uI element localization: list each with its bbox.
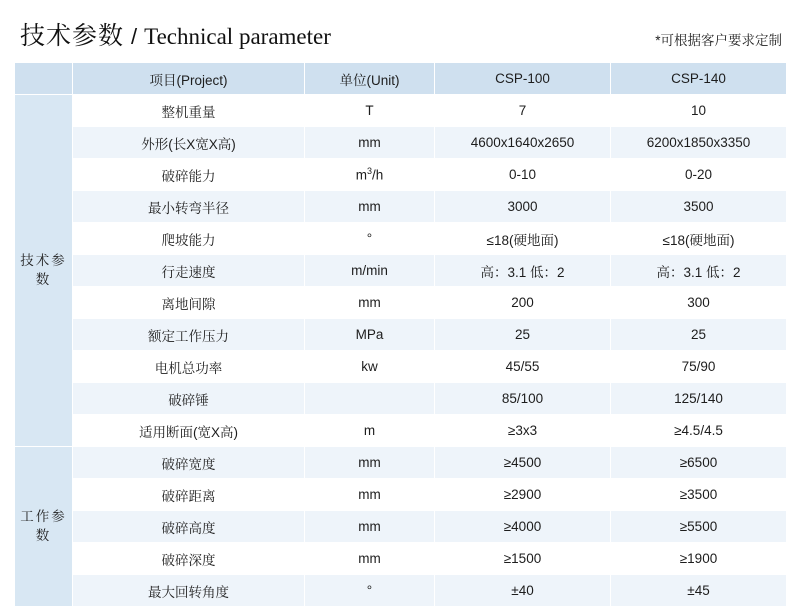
row-value-csp140: 高：3.1 低：2 xyxy=(611,255,787,287)
table-row xyxy=(15,415,787,447)
row-unit: mm xyxy=(305,543,435,575)
table-row xyxy=(15,95,787,127)
row-unit: mm xyxy=(305,127,435,159)
row-value-csp100: 7 xyxy=(435,95,611,127)
row-value-csp140: 75/90 xyxy=(611,351,787,383)
table-row xyxy=(15,127,787,159)
row-value-csp140: 300 xyxy=(611,287,787,319)
row-unit: mm xyxy=(305,479,435,511)
column-header-unit: 单位(Unit) xyxy=(305,63,435,95)
group-label-technical: 技术参数 xyxy=(15,95,73,447)
page-title-separator: / xyxy=(131,24,138,49)
column-header-csp140: CSP-140 xyxy=(611,63,787,95)
row-unit: mm xyxy=(305,191,435,223)
row-value-csp100: ≥3x3 xyxy=(435,415,611,447)
row-value-csp100: ≥4000 xyxy=(435,511,611,543)
page-title xyxy=(20,16,331,52)
table-row xyxy=(15,255,787,287)
table-row xyxy=(15,159,787,191)
row-unit: T xyxy=(305,95,435,127)
page-title-cn: 技术参数 xyxy=(20,22,125,50)
customization-note: *可根据客户要求定制 xyxy=(655,33,782,48)
table-body xyxy=(15,95,787,607)
row-value-csp140: ≥5500 xyxy=(611,511,787,543)
row-unit: m/min xyxy=(305,255,435,287)
row-unit xyxy=(305,383,435,415)
row-unit: kw xyxy=(305,351,435,383)
row-project: 最小转弯半径 xyxy=(73,191,305,223)
page-header xyxy=(14,0,786,62)
row-unit: ° xyxy=(305,223,435,255)
row-unit: mm xyxy=(305,447,435,479)
row-unit: ° xyxy=(305,575,435,607)
row-value-csp140: ≥3500 xyxy=(611,479,787,511)
table-row xyxy=(15,383,787,415)
row-project: 外形(长X宽X高) xyxy=(73,127,305,159)
row-project: 破碎能力 xyxy=(73,159,305,191)
specification-table xyxy=(14,62,787,607)
row-project: 离地间隙 xyxy=(73,287,305,319)
header-corner-cell xyxy=(15,63,73,95)
row-value-csp100: ≥4500 xyxy=(435,447,611,479)
row-value-csp100: 25 xyxy=(435,319,611,351)
row-project: 爬坡能力 xyxy=(73,223,305,255)
row-unit: m xyxy=(305,415,435,447)
row-unit: $m^3/h$ xyxy=(305,159,435,191)
row-project: 电机总功率 xyxy=(73,351,305,383)
row-value-csp100: 200 xyxy=(435,287,611,319)
table-row xyxy=(15,351,787,383)
row-unit: MPa xyxy=(305,319,435,351)
table-row xyxy=(15,223,787,255)
row-project: 破碎距离 xyxy=(73,479,305,511)
row-value-csp140: 10 xyxy=(611,95,787,127)
row-value-csp100: 4600x1640x2650 xyxy=(435,127,611,159)
row-value-csp100: ≤18(硬地面) xyxy=(435,223,611,255)
row-value-csp140: 3500 xyxy=(611,191,787,223)
row-project: 破碎宽度 xyxy=(73,447,305,479)
table-header-row xyxy=(15,63,787,95)
row-project: 最大回转角度 xyxy=(73,575,305,607)
row-value-csp140: 125/140 xyxy=(611,383,787,415)
row-value-csp140: 0-20 xyxy=(611,159,787,191)
column-header-csp100: CSP-100 xyxy=(435,63,611,95)
table-row xyxy=(15,319,787,351)
row-project: 适用断面(宽X高) xyxy=(73,415,305,447)
row-project: 破碎锤 xyxy=(73,383,305,415)
row-value-csp100: ±40 xyxy=(435,575,611,607)
row-value-csp140: ≥6500 xyxy=(611,447,787,479)
table-row xyxy=(15,447,787,479)
row-value-csp100: 45/55 xyxy=(435,351,611,383)
table-row xyxy=(15,287,787,319)
row-value-csp100: 85/100 xyxy=(435,383,611,415)
row-value-csp100: 高：3.1 低：2 xyxy=(435,255,611,287)
row-project: 破碎高度 xyxy=(73,511,305,543)
row-value-csp140: ≥4.5/4.5 xyxy=(611,415,787,447)
group-label-working: 工作参数 xyxy=(15,447,73,607)
table-row xyxy=(15,479,787,511)
row-project: 整机重量 xyxy=(73,95,305,127)
table-header xyxy=(15,63,787,95)
row-project: 额定工作压力 xyxy=(73,319,305,351)
row-value-csp100: ≥2900 xyxy=(435,479,611,511)
row-project: 行走速度 xyxy=(73,255,305,287)
row-unit: mm xyxy=(305,287,435,319)
row-value-csp100: 3000 xyxy=(435,191,611,223)
column-header-project: 项目(Project) xyxy=(73,63,305,95)
row-value-csp140: ±45 xyxy=(611,575,787,607)
row-value-csp140: ≥1900 xyxy=(611,543,787,575)
row-unit: mm xyxy=(305,511,435,543)
table-row xyxy=(15,543,787,575)
row-value-csp140: ≤18(硬地面) xyxy=(611,223,787,255)
row-value-csp100: 0-10 xyxy=(435,159,611,191)
row-value-csp140: 25 xyxy=(611,319,787,351)
table-row xyxy=(15,575,787,607)
table-row xyxy=(15,511,787,543)
row-project: 破碎深度 xyxy=(73,543,305,575)
row-value-csp140: 6200x1850x3350 xyxy=(611,127,787,159)
page-title-en: Technical parameter xyxy=(144,24,331,49)
row-value-csp100: ≥1500 xyxy=(435,543,611,575)
table-row xyxy=(15,191,787,223)
